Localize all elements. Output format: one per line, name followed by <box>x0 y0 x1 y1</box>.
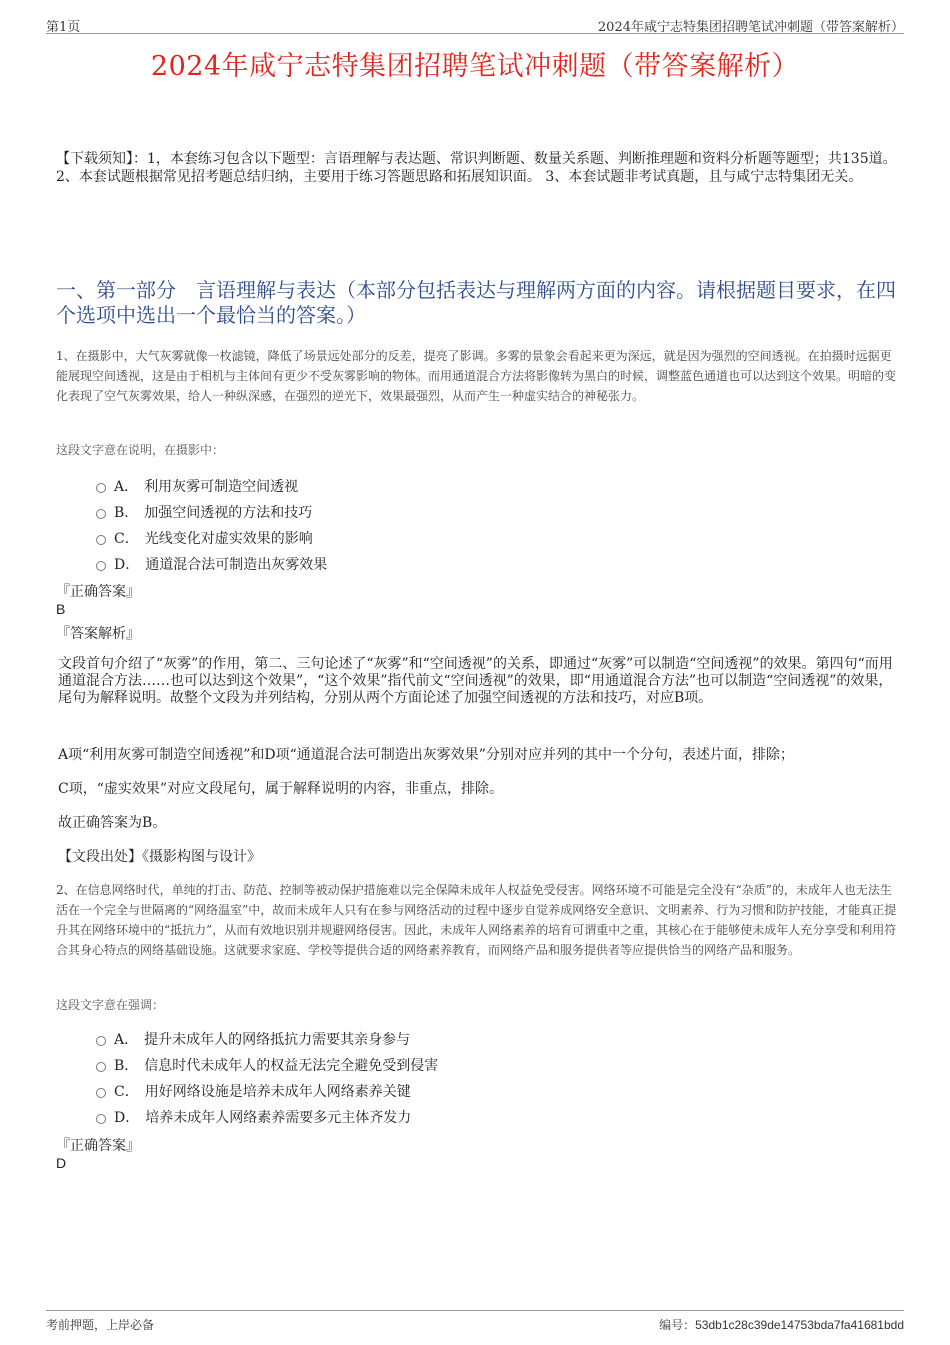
option-text: 用好网络设施是培养未成年人网络素养关键 <box>144 1084 411 1100</box>
option-letter: C． <box>114 531 139 547</box>
question-1-analysis-line: C项，“虚实效果”对应文段尾句，属于解释说明的内容，非重点，排除。 <box>58 781 504 797</box>
question-1-source: 【文段出处】《摄影构图与设计》 <box>58 849 261 865</box>
document-code-label: 编号： <box>659 1318 696 1332</box>
document-code-value: 53db1c28c39de14753bda7fa41681bdd <box>695 1318 904 1332</box>
radio-icon[interactable] <box>96 1088 106 1098</box>
question-2-prompt: 这段文字意在强调： <box>56 998 165 1012</box>
option-letter: B． <box>114 505 139 521</box>
question-1-prompt: 这段文字意在说明，在摄影中： <box>56 443 225 457</box>
radio-icon[interactable] <box>96 483 106 493</box>
radio-icon[interactable] <box>96 535 106 545</box>
page-header <box>46 14 904 34</box>
option-letter: A． <box>114 1032 139 1048</box>
radio-icon[interactable] <box>96 561 106 571</box>
radio-icon[interactable] <box>96 509 106 519</box>
question-1-option-a[interactable] <box>96 473 796 499</box>
option-letter: A． <box>114 479 139 495</box>
question-1-option-b[interactable] <box>96 499 796 525</box>
document-code <box>659 1316 904 1333</box>
radio-icon[interactable] <box>96 1036 106 1046</box>
option-text: 光线变化对虚实效果的影响 <box>144 531 313 547</box>
question-2-answer-label: 『正确答案』 <box>56 1138 140 1154</box>
header-doc-title: 2024年咸宁志特集团招聘笔试冲刺题（带答案解析） <box>597 20 904 35</box>
page-footer <box>46 1310 904 1334</box>
question-1-answer-label: 『正确答案』 <box>56 584 140 600</box>
option-text: 通道混合法可制造出灰雾效果 <box>145 557 328 573</box>
option-letter: D． <box>114 557 140 573</box>
question-1-answer: B <box>56 601 66 617</box>
question-2-stem: 2、在信息网络时代，单纯的打击、防范、控制等被动保护措施难以完全保障未成年人权益免受侵害。网络环境不可能是完全没有“杂质”的，未成年人也无法生活在一个完全与世隔离的“网络温室”中，故而未成年人只有在参与网络活动的过程中逐步自觉养成网络安全意识、文明素养、行为习惯和防护技能，才能真正提升其在网络环境中的“抵抗力”，从而有效地识别并规避网络侵害。因此，未成年人网络素养的培育可谓重中之重，其核心在于能够使未成年人充分享受和利用符合其身心特点的网络基础设施。这就要求家庭、学校等提供合适的网络素养教育，而网络产品和服务提供者等应提供恰当的网络产品和服务。 <box>56 883 897 957</box>
option-text: 培养未成年人网络素养需要多元主体齐发力 <box>145 1110 412 1126</box>
question-2-option-b[interactable] <box>96 1052 796 1078</box>
question-2-options <box>96 1026 796 1130</box>
option-text: 加强空间透视的方法和技巧 <box>144 505 313 521</box>
option-letter: B． <box>114 1058 139 1074</box>
question-2-option-c[interactable] <box>96 1078 796 1104</box>
question-2-answer: D <box>56 1155 67 1171</box>
question-1-option-d[interactable] <box>96 551 796 577</box>
page-title: 2024年咸宁志特集团招聘笔试冲刺题（带答案解析） <box>150 51 800 82</box>
footer-slogan: 考前押题，上岸必备 <box>46 1318 155 1332</box>
option-text: 信息时代未成年人的权益无法完全避免受到侵害 <box>144 1058 439 1074</box>
download-notice: 【下载须知】：1，本套练习包含以下题型：言语理解与表达题、常识判断题、数量关系题、判断推理题和资料分析题等题型；共135道。 2、本套试题根据常见招考题总结归纳，主要用于练习答题思路和拓展知识面。 3、本套试题非考试真题，且与咸宁志特集团无关。 <box>56 151 897 185</box>
question-2-option-a[interactable] <box>96 1026 796 1052</box>
option-letter: D． <box>114 1110 140 1126</box>
question-1-stem: 1、在摄影中，大气灰雾就像一枚滤镜，降低了场景远处部分的反差，提亮了影调。多雾的景象会看起来更为深远，就是因为强烈的空间透视。在拍摄时远据更能展现空间透视，这是由于相机与主体间有更少不受灰雾影响的物体。而用通道混合方法将影像转为黑白的时候，调整蓝色通道也可以达到这个效果。明暗的变化表现了空气灰雾效果，给人一种纵深感，在强烈的逆光下，效果最强烈，从而产生一种虚实结合的神秘张力。 <box>56 349 897 403</box>
section-heading: 一、第一部分 言语理解与表达（本部分包括表达与理解两方面的内容。请根据题目要求，在四个选项中选出一个最恰当的答案。） <box>56 278 896 327</box>
page-number: 第1页 <box>46 20 81 35</box>
question-1-analysis-paragraph: 文段首句介绍了“灰雾”的作用，第二、三句论述了“灰雾”和“空间透视”的关系，即通过“灰雾”可以制造“空间透视”的效果。第四句“而用通道混合方法……也可以达到这个效果”，“这个效果”指代前文“空间透视”的效果，即“用通道混合方法”也可以制造“空间透视”的效果，尾句为解释说明。故整个文段为并列结构，分别从两个方面论述了加强空间透视的方法和技巧，对应B项。 <box>58 656 893 706</box>
option-letter: C． <box>114 1084 139 1100</box>
question-1-options <box>96 473 796 577</box>
question-2-option-d[interactable] <box>96 1104 796 1130</box>
question-1-option-c[interactable] <box>96 525 796 551</box>
question-1-analysis-line: 故正确答案为B。 <box>58 815 167 831</box>
radio-icon[interactable] <box>96 1062 106 1072</box>
option-text: 利用灰雾可制造空间透视 <box>144 479 299 495</box>
radio-icon[interactable] <box>96 1114 106 1124</box>
option-text: 提升未成年人的网络抵抗力需要其亲身参与 <box>144 1032 411 1048</box>
question-1-analysis-label: 『答案解析』 <box>56 626 140 642</box>
question-1-analysis-line: A项“利用灰雾可制造空间透视”和D项“通道混合法可制造出灰雾效果”分别对应并列的其中一个分句，表述片面，排除； <box>58 747 794 763</box>
